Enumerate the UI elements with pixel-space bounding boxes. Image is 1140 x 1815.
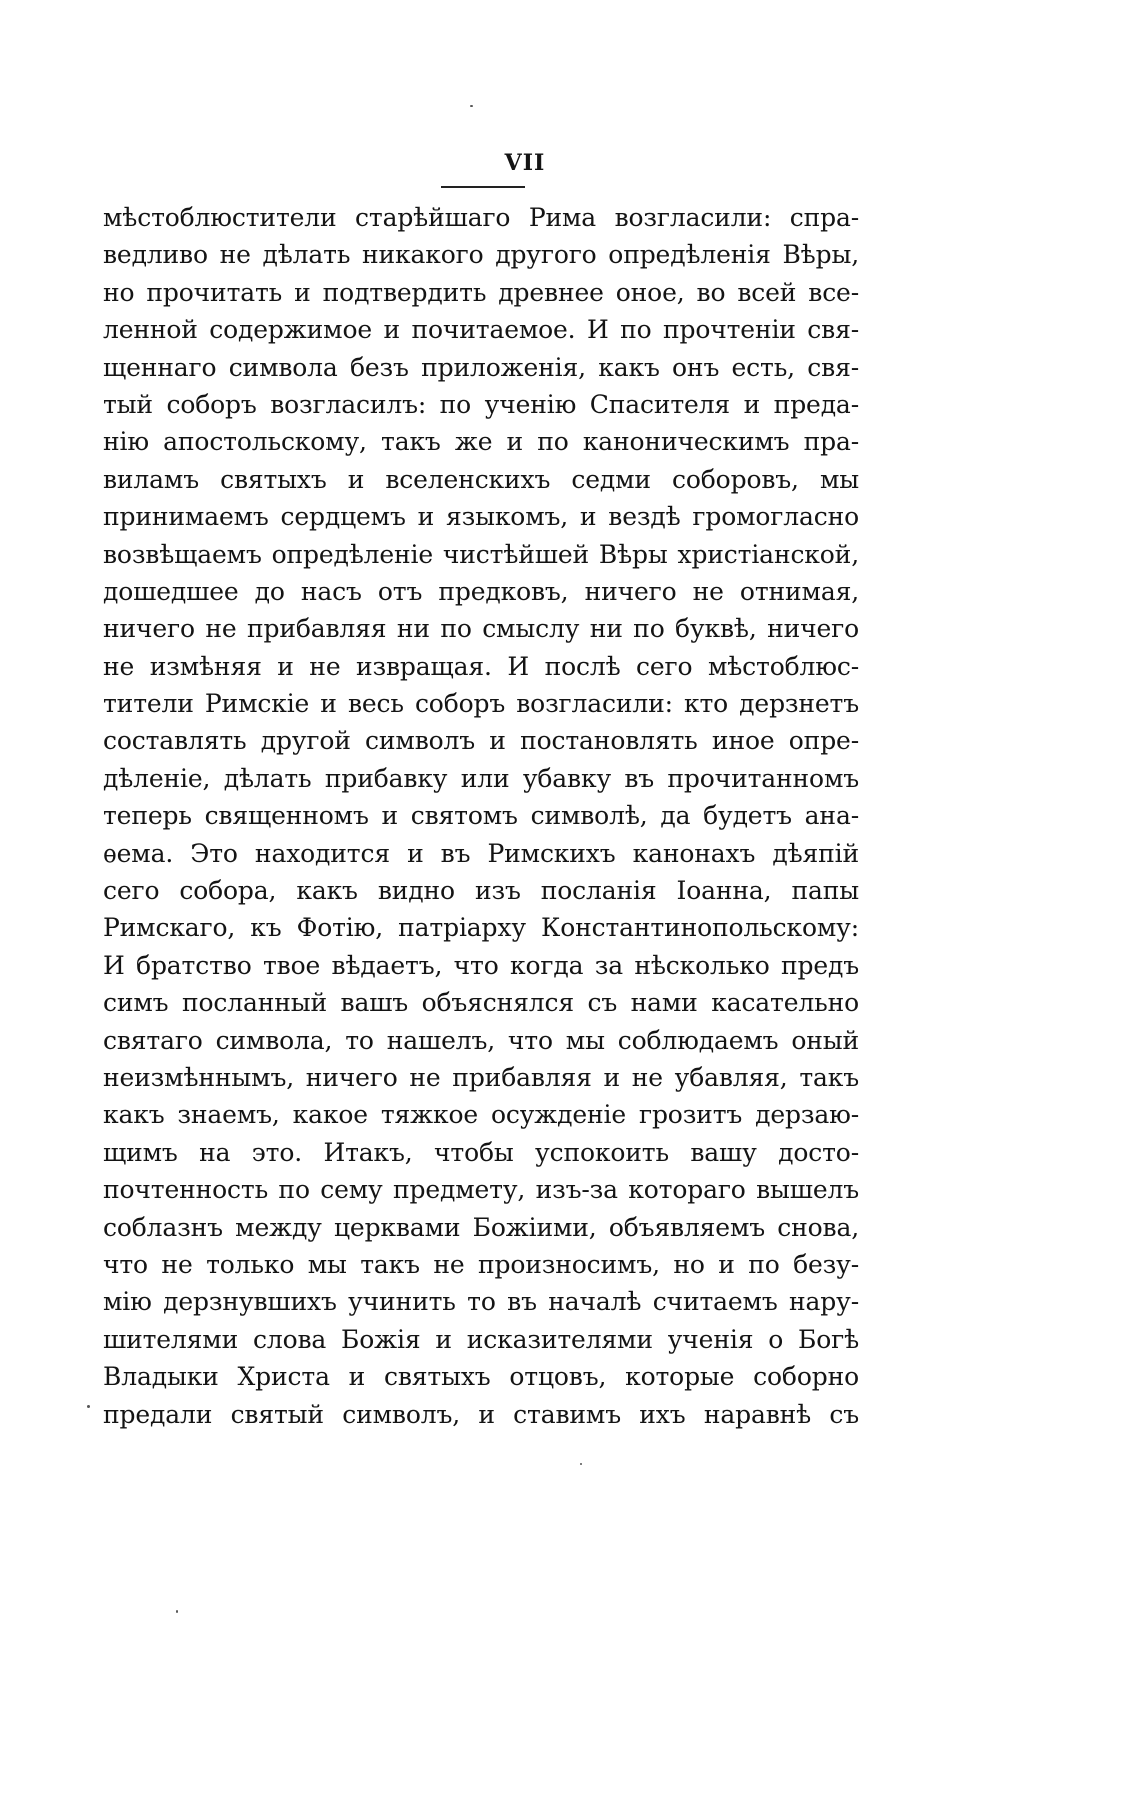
text-line: И братство твое вѣдаетъ, что когда за нѣсколько предъ (103, 950, 859, 980)
scan-speck (176, 1610, 178, 1613)
text-line: ѳема. Это находится и въ Римскихъ канонахъ дѣяпій (103, 838, 859, 868)
scan-speck (87, 1405, 90, 1408)
text-line: возвѣщаемъ опредѣленіе чистѣйшей Вѣры христіанской, (103, 539, 859, 569)
text-line: виламъ святыхъ и вселенскихъ седми соборовъ, мы (103, 464, 859, 494)
body-text (103, 199, 859, 1433)
text-line: Римскаго, къ Фотію, патріарху Константинопольскому: (103, 913, 859, 943)
text-line: соблазнъ между церквами Божіими, объявляемъ снова, (103, 1212, 859, 1242)
text-line: ничего не прибавляя ни по смыслу ни по буквѣ, ничего (103, 614, 859, 644)
text-line: какъ знаемъ, какое тяжкое осужденіе грозитъ дерзаю- (103, 1100, 859, 1130)
text-line: сего собора, какъ видно изъ посланія Іоанна, папы (103, 876, 859, 906)
text-line: ведливо не дѣлать никакого другого опредѣленія Вѣры, (103, 240, 859, 270)
text-line: неизмѣннымъ, ничего не прибавляя и не убавляя, такъ (103, 1062, 859, 1092)
text-line: почтенность по сему предмету, изъ-за котораго вышелъ (103, 1175, 859, 1205)
text-line: нію апостольскому, такъ же и по каноническимъ пра- (103, 427, 859, 457)
text-line: предали святый символъ, и ставимъ ихъ наравнѣ съ (103, 1399, 859, 1429)
text-line: не измѣняя и не извращая. И послѣ сего мѣстоблюс- (103, 651, 859, 681)
text-line: мѣстоблюстители старѣйшаго Рима возгласили: спра- (103, 203, 859, 232)
header-rule (441, 186, 525, 188)
text-line: принимаемъ сердцемъ и языкомъ, и вездѣ громогласно (103, 502, 859, 532)
page-number: VII (504, 150, 546, 176)
text-line: шителями слова Божія и исказителями ученія о Богѣ (103, 1324, 859, 1354)
text-line: тый соборъ возгласилъ: по ученію Спасителя и преда- (103, 389, 859, 419)
text-line: святаго символа, то нашелъ, что мы соблюдаемъ оный (103, 1025, 859, 1055)
text-line: симъ посланный вашъ объяснялся съ нами касательно (103, 988, 859, 1018)
text-line: тители Римскіе и весь соборъ возгласили: кто дерзнетъ (103, 689, 859, 719)
text-line: щеннаго символа безъ приложенія, какъ онъ есть, свя- (103, 352, 859, 382)
text-line: мію дерзнувшихъ учинить то въ началѣ считаемъ нару- (103, 1287, 859, 1317)
scan-speck (470, 105, 473, 107)
text-line: теперь священномъ и святомъ символѣ, да будетъ ана- (103, 801, 859, 831)
text-line: но прочитать и подтвердить древнее оное, во всей все- (103, 277, 859, 307)
text-line: дошедшее до насъ отъ предковъ, ничего не отнимая, (103, 576, 859, 606)
text-line: что не только мы такъ не произносимъ, но и по безу- (103, 1249, 859, 1279)
text-line: щимъ на это. Итакъ, чтобы успокоить вашу досто- (103, 1137, 859, 1167)
text-line: дѣленіе, дѣлать прибавку или убавку въ прочитанномъ (103, 763, 859, 793)
text-line: Владыки Христа и святыхъ отцовъ, которые соборно (103, 1362, 859, 1392)
text-line: ленной содержимое и почитаемое. И по прочтеніи свя- (103, 315, 859, 345)
scan-speck (580, 1463, 582, 1465)
text-line: составлять другой символъ и постановлять иное опре- (103, 726, 859, 756)
